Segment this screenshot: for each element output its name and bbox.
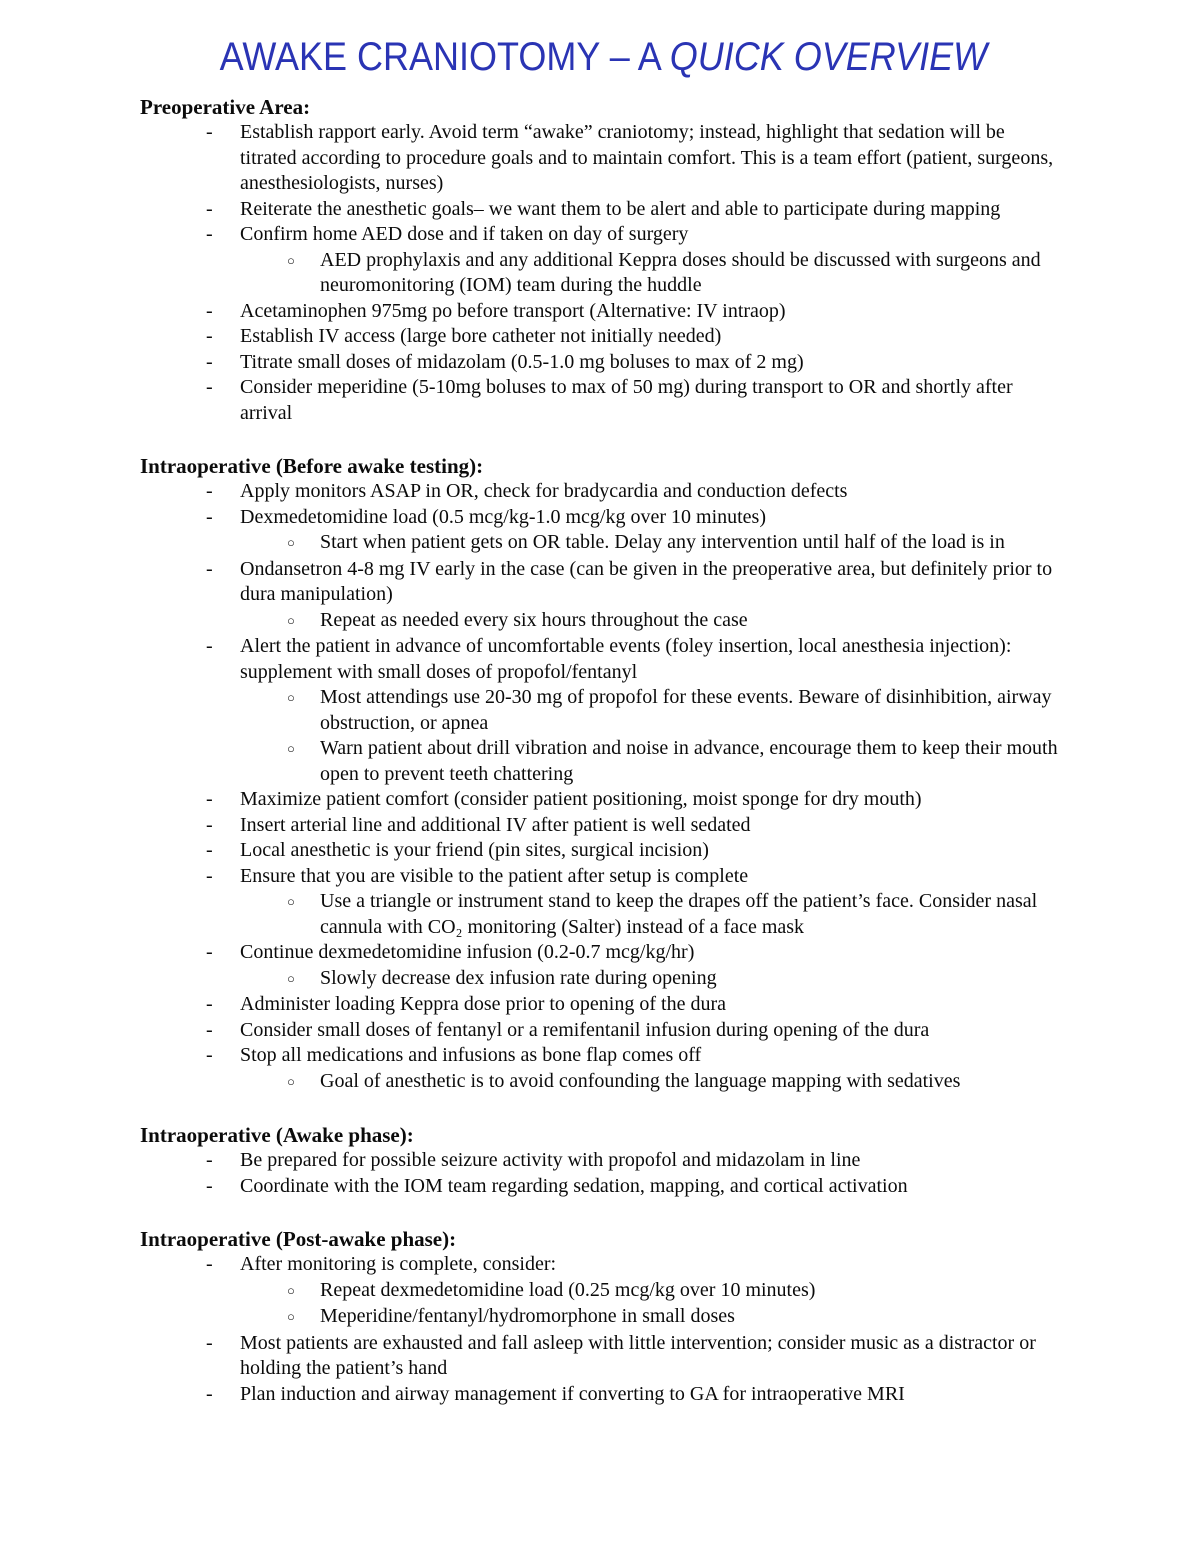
bullet-text: Plan induction and airway management if converting to GA for intraoperative MRI <box>240 1382 905 1405</box>
dash-bullet-icon: - <box>206 197 213 220</box>
sub-bullet-item <box>140 966 1066 993</box>
bullet-item <box>140 1174 1066 1200</box>
bullet-item <box>140 222 1066 248</box>
circle-bullet-icon: ○ <box>287 741 295 756</box>
sub-bullet-text: Repeat as needed every six hours throughout the case <box>320 608 748 631</box>
circle-bullet-icon: ○ <box>287 612 295 628</box>
bullet-text: Acetaminophen 975mg po before transport (Alternative: IV intraop) <box>240 299 786 322</box>
circle-bullet-icon: ○ <box>287 1282 295 1298</box>
sub-bullet-text: Most attendings use 20-30 mg of propofol for these events. Beware of disinhibition, airway obstruction, or apnea <box>320 686 1052 734</box>
dash-bullet-icon: - <box>206 350 213 373</box>
document-section <box>140 94 1066 426</box>
bullet-text: Alert the patient in advance of uncomfortable events (foley insertion, local anesthesia injection): supplement with small doses of propofol/fentanyl <box>240 635 1012 683</box>
circle-bullet-icon: ○ <box>287 252 295 268</box>
dash-bullet-icon: - <box>206 788 213 810</box>
sub-bullet-item <box>140 1278 1066 1305</box>
bullet-item <box>140 1148 1066 1174</box>
bullet-text: Ondansetron 4-8 mg IV early in the case (can be given in the preoperative area, but definitely prior to dura manipulation) <box>240 557 1053 605</box>
dash-bullet-icon: - <box>206 1174 213 1197</box>
page-title-italic: QUICK OVERVIEW <box>669 35 987 79</box>
bullet-item <box>140 120 1066 197</box>
bullet-text: Apply monitors ASAP in OR, check for bradycardia and conduction defects <box>240 480 848 502</box>
page-title <box>140 34 1066 80</box>
circle-bullet-icon: ○ <box>287 535 295 550</box>
bullet-item <box>140 505 1066 531</box>
bullet-text: Most patients are exhausted and fall asleep with little intervention; consider music as a distractor or holding the patient’s hand <box>240 1331 1036 1379</box>
sub-bullet-item <box>140 608 1066 635</box>
section-heading: Intraoperative (Before awake testing): <box>140 454 484 478</box>
bullet-item <box>140 864 1066 890</box>
dash-bullet-icon: - <box>206 1382 213 1405</box>
sub-bullet-text: Use a triangle or instrument stand to keep the drapes off the patient’s face. Consider nasal cannula with CO₂ monitoring (Salter) instead of a face mask <box>320 890 1038 938</box>
sub-bullet-item <box>140 736 1066 787</box>
circle-bullet-icon: ○ <box>287 970 295 986</box>
bullet-text: Be prepared for possible seizure activity with propofol and midazolam in line <box>240 1149 861 1171</box>
sub-bullet-item <box>140 889 1066 940</box>
circle-bullet-icon: ○ <box>287 690 295 705</box>
dash-bullet-icon: - <box>206 376 213 398</box>
bullet-item <box>140 1018 1066 1044</box>
dash-bullet-icon: - <box>206 1018 213 1041</box>
dash-bullet-icon: - <box>206 839 213 861</box>
page-title-inner <box>219 34 987 80</box>
dash-bullet-icon: - <box>206 635 213 657</box>
sub-bullet-item <box>140 1304 1066 1331</box>
bullet-item <box>140 1331 1066 1382</box>
circle-bullet-icon: ○ <box>287 894 295 909</box>
bullet-text: Ensure that you are visible to the patient after setup is complete <box>240 864 749 887</box>
bullet-item <box>140 375 1066 426</box>
bullet-text: Continue dexmedetomidine infusion (0.2-0.7 mcg/kg/hr) <box>240 941 695 963</box>
bullet-item <box>140 1043 1066 1069</box>
bullet-item <box>140 557 1066 608</box>
dash-bullet-icon: - <box>206 941 213 963</box>
sub-bullet-item <box>140 685 1066 736</box>
bullet-text: Consider small doses of fentanyl or a remifentanil infusion during opening of the dura <box>240 1018 930 1041</box>
dash-bullet-icon: - <box>206 1149 213 1171</box>
bullet-item <box>140 299 1066 325</box>
document-sections <box>140 94 1066 1407</box>
bullet-item <box>140 992 1066 1018</box>
dash-bullet-icon: - <box>206 1253 213 1275</box>
bullet-item <box>140 324 1066 350</box>
dash-bullet-icon: - <box>206 1331 213 1354</box>
bullet-text: Insert arterial line and additional IV after patient is well sedated <box>240 813 751 836</box>
bullet-text: After monitoring is complete, consider: <box>240 1253 557 1275</box>
sub-bullet-text: Start when patient gets on OR table. Delay any intervention until half of the load is in <box>320 531 1005 553</box>
bullet-item <box>140 1252 1066 1278</box>
sub-bullet-text: Slowly decrease dex infusion rate during opening <box>320 966 717 989</box>
circle-bullet-icon: ○ <box>287 1073 295 1089</box>
dash-bullet-icon: - <box>206 505 213 528</box>
bullet-text: Dexmedetomidine load (0.5 mcg/kg-1.0 mcg/kg over 10 minutes) <box>240 505 766 528</box>
dash-bullet-icon: - <box>206 557 213 580</box>
dash-bullet-icon: - <box>206 223 213 245</box>
sub-bullet-text: Warn patient about drill vibration and noise in advance, encourage them to keep their mouth open to prevent teeth chattering <box>320 737 1058 785</box>
dash-bullet-icon: - <box>206 121 213 143</box>
bullet-text: Local anesthetic is your friend (pin sites, surgical incision) <box>240 839 709 861</box>
sub-bullet-item <box>140 1069 1066 1096</box>
circle-bullet-icon: ○ <box>287 1309 295 1324</box>
bullet-text: Reiterate the anesthetic goals– we want them to be alert and able to participate during mapping <box>240 197 1001 220</box>
bullet-item <box>140 787 1066 813</box>
section-heading: Intraoperative (Awake phase): <box>140 1123 414 1147</box>
page-title-regular: AWAKE CRANIOTOMY – A <box>219 35 670 79</box>
dash-bullet-icon: - <box>206 480 213 502</box>
sub-bullet-text: Meperidine/fentanyl/hydromorphone in small doses <box>320 1305 735 1327</box>
dash-bullet-icon: - <box>206 813 213 836</box>
sub-bullet-item <box>140 248 1066 299</box>
dash-bullet-icon: - <box>206 325 213 347</box>
bullet-item <box>140 197 1066 223</box>
bullet-text: Confirm home AED dose and if taken on day of surgery <box>240 223 689 245</box>
document-section <box>140 1226 1066 1407</box>
bullet-item <box>140 813 1066 839</box>
section-heading: Preoperative Area: <box>140 95 311 119</box>
bullet-item <box>140 634 1066 685</box>
section-heading: Intraoperative (Post-awake phase): <box>140 1227 457 1251</box>
sub-bullet-text: Goal of anesthetic is to avoid confounding the language mapping with sedatives <box>320 1069 961 1092</box>
dash-bullet-icon: - <box>206 299 213 322</box>
bullet-text: Establish rapport early. Avoid term “awake” craniotomy; instead, highlight that sedation will be titrated according to procedure goals and to maintain comfort. This is a team effort (patient, surgeons, anesthesiologists, nurses) <box>240 121 1054 194</box>
bullet-item <box>140 479 1066 505</box>
document-section <box>140 1122 1066 1199</box>
bullet-text: Titrate small doses of midazolam (0.5-1.0 mg boluses to max of 2 mg) <box>240 350 804 373</box>
bullet-item <box>140 838 1066 864</box>
bullet-item <box>140 1382 1066 1408</box>
bullet-text: Maximize patient comfort (consider patient positioning, moist sponge for dry mouth) <box>240 788 922 810</box>
bullet-item <box>140 350 1066 376</box>
bullet-text: Consider meperidine (5-10mg boluses to max of 50 mg) during transport to OR and shortly after arrival <box>240 376 1013 424</box>
sub-bullet-text: AED prophylaxis and any additional Keppra doses should be discussed with surgeons and neuromonitoring (IOM) team during the huddle <box>320 248 1041 296</box>
dash-bullet-icon: - <box>206 864 213 887</box>
sub-bullet-text: Repeat dexmedetomidine load (0.25 mcg/kg over 10 minutes) <box>320 1278 816 1301</box>
dash-bullet-icon: - <box>206 1044 213 1066</box>
document-section <box>140 453 1066 1095</box>
bullet-text: Administer loading Keppra dose prior to opening of the dura <box>240 993 726 1015</box>
bullet-text: Coordinate with the IOM team regarding sedation, mapping, and cortical activation <box>240 1174 908 1197</box>
dash-bullet-icon: - <box>206 993 213 1015</box>
sub-bullet-item <box>140 530 1066 557</box>
bullet-text: Stop all medications and infusions as bone flap comes off <box>240 1044 702 1066</box>
bullet-item <box>140 940 1066 966</box>
bullet-text: Establish IV access (large bore catheter not initially needed) <box>240 325 722 347</box>
